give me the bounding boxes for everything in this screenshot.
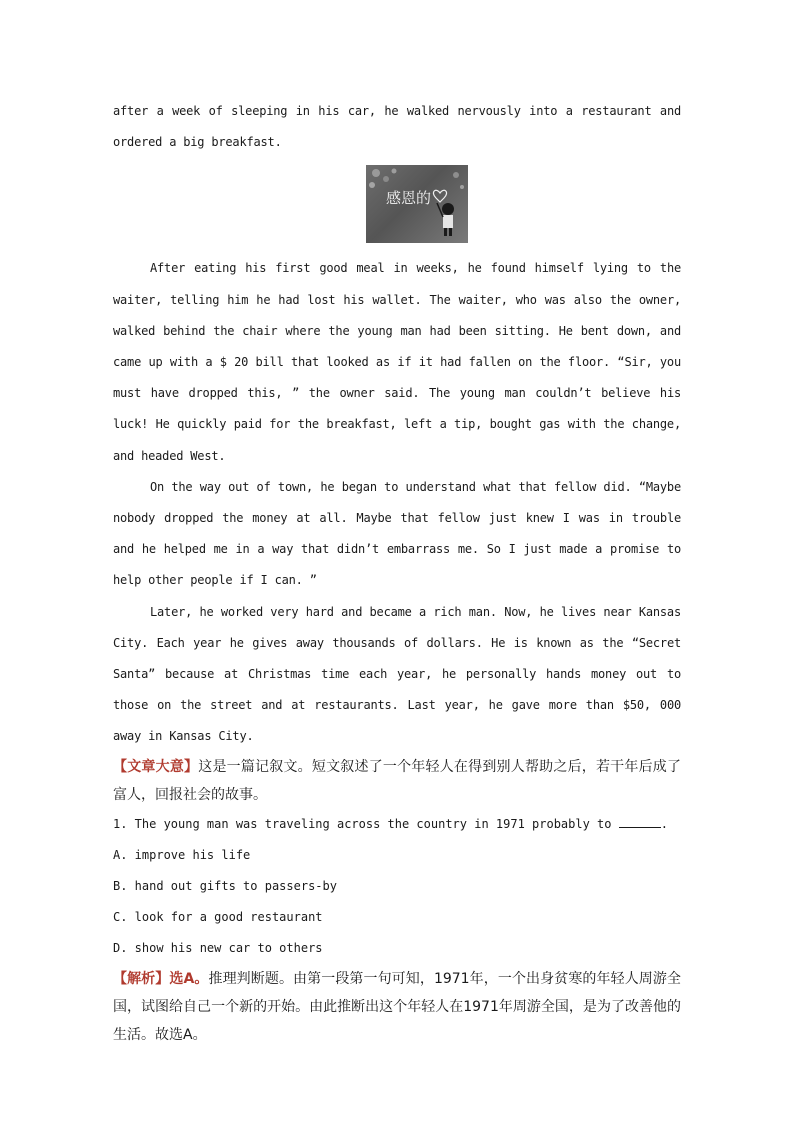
option-d: D. show his new car to others bbox=[113, 941, 323, 956]
question-stem bbox=[113, 809, 681, 840]
gratitude-illustration bbox=[366, 165, 468, 243]
question-stem-text: 1. The young man was traveling across the country in 1971 probably to bbox=[113, 816, 619, 831]
paragraph-restaurant: After eating his first good meal in weeks, he found himself lying to the waiter, telling him he had lost his wallet. The waiter, who was also the owner, walked behind the chair where the young man had been sitting. He bent down, and came up with a $ 20 bill that looked as if it had fallen on the floor. “Sir, you must have dropped this, ” the owner said. The young man couldn’t believe his luck! He quickly paid for the breakfast, left a tip, bought gas with the change, and headed West. bbox=[113, 261, 681, 463]
option-b: B. hand out gifts to passers-by bbox=[113, 879, 337, 894]
summary-section bbox=[113, 753, 681, 809]
answer-blank bbox=[619, 815, 661, 828]
paragraph-realization: On the way out of town, he began to understand what that fellow did. “Maybe nobody dropped the money at all. Maybe that fellow just knew I was in trouble and he helped me in a way that didn’t embarrass me. So I just made a promise to help other people if I can. ” bbox=[113, 479, 681, 588]
analysis-section bbox=[113, 965, 681, 1049]
illustration-caption: 感恩的 bbox=[386, 189, 432, 208]
illustration-art bbox=[366, 165, 468, 243]
option-a: A. improve his life bbox=[113, 847, 251, 862]
illustration-block bbox=[113, 158, 681, 253]
document-content bbox=[113, 96, 681, 1049]
option-c: C. look for a good restaurant bbox=[113, 910, 323, 925]
paragraph-intro-end: after a week of sleeping in his car, he walked nervously into a restaurant and ordered a big breakfast. bbox=[113, 104, 681, 150]
question-stem-end: . bbox=[660, 816, 668, 831]
analysis-tag: 【解析】选A。 bbox=[113, 970, 209, 987]
summary-tag: 【文章大意】 bbox=[113, 758, 199, 775]
summary-text: 这是一篇记叙文。短文叙述了一个年轻人在得到别人帮助之后，若干年后成了富人，回报社会的故事。 bbox=[113, 758, 682, 803]
paragraph-secret-santa: Later, he worked very hard and became a rich man. Now, he lives near Kansas City. Each year he gives away thousands of dollars. He is known as the “Secret Santa” because at Christmas time each year, he personally hands money out to those on the street and at restaurants. Last year, he gave more than $50, 000 away in Kansas City. bbox=[113, 604, 681, 744]
analysis-text: 推理判断题。由第一段第一句可知，1971年，一个出身贫寒的年轻人周游全国，试图给自己一个新的开始。由此推断出这个年轻人在1971年周游全国，是为了改善他的生活。故选A。 bbox=[113, 970, 681, 1043]
